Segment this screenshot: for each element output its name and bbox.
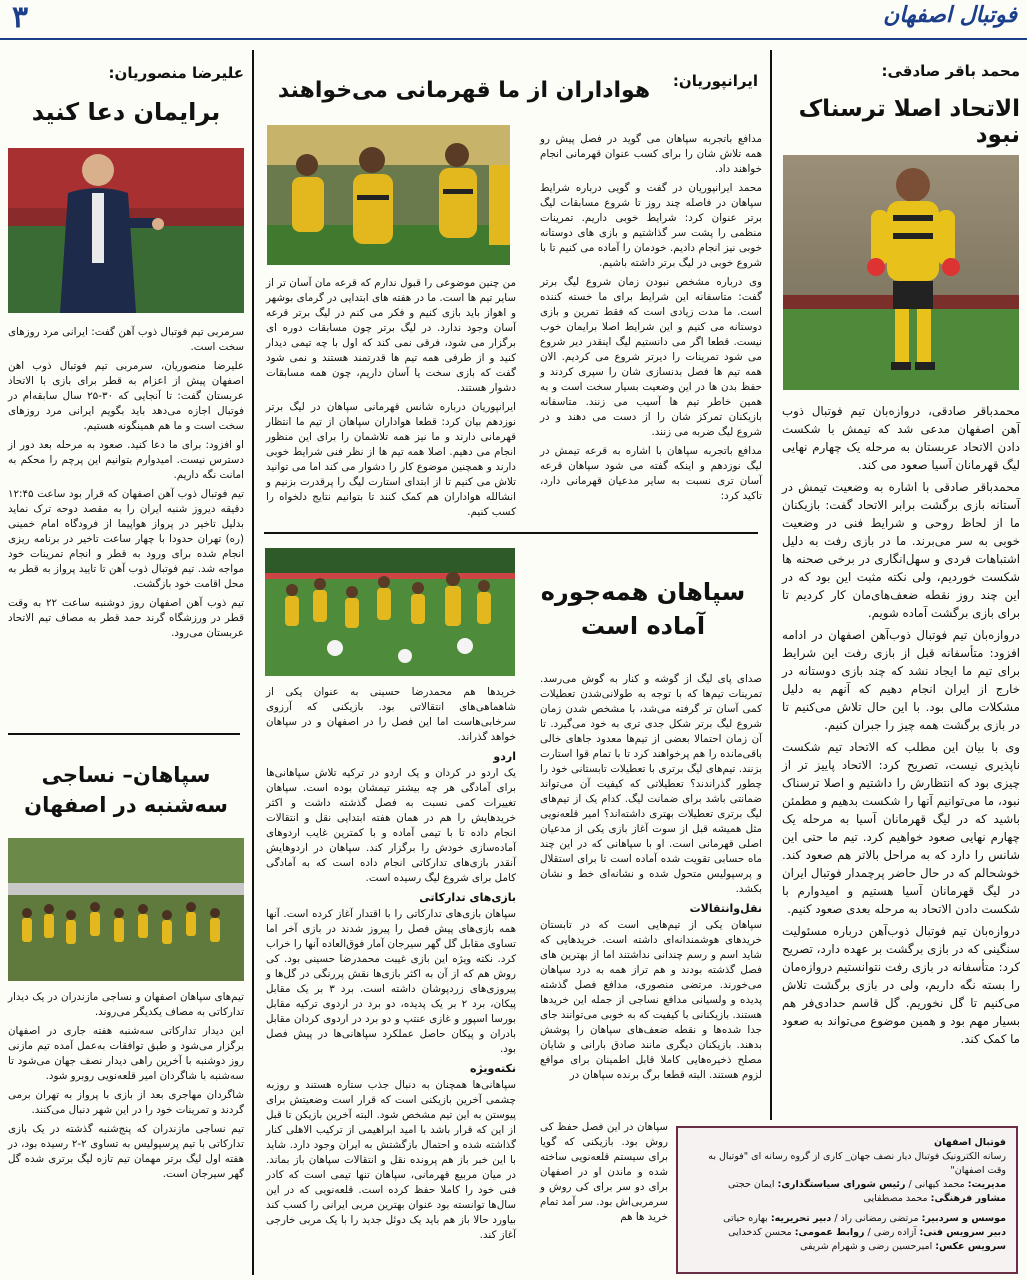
article1-photo — [783, 155, 1019, 390]
infobox-row-founder: موسس و سردبیر: مرتضی رمضانی راد / دبیر تحریریه: بهاره حیاتی — [723, 1213, 1006, 1224]
article5-paragraph: تیم‌های سپاهان اصفهان و نساجی مازندران در یک دیدار تدارکاتی به مصاف یکدیگر می‌روند. — [8, 991, 244, 1018]
article3-kicker: علیرضا منصوریان: — [108, 64, 244, 82]
advisor-value: محمد مصطفایی — [863, 1193, 928, 1204]
manager-value: محمد کیهانی — [914, 1179, 965, 1190]
article4-paragraph: سپاهان یکی از تیم‌هایی است که در تابستان خریدهای هوشمندانه‌ای داشته است. خریدهایی که شاید اسم و رسم چندانی نداشتند اما از بهترین های فصل گذشته بودند و هم تراز همه به درد سپاهان می‌خورند. مرتضی منصوری، مدافع فصل گذشته پدیده و ولسیانی مدافع نساجی از جمله این خریدها هستند. بازیکنانی با کیفیت که به خوبی می‌توانند جای جدا شده‌ها و نقطه ضعف‌های سپاهان را پوشش بدهند. بازیکنان دیگری مانند صادق بارانی و شایان مصلح ذخیره‌هایی کاملا قابل اطمینان برای موافع لزوم هستند. البته قطعا برگ برنده سپاهان در — [540, 919, 762, 1081]
pr-value: محسن کدخدایی — [728, 1227, 792, 1238]
squad-photo — [8, 838, 244, 981]
article4-paragraph: سپاهان در این فصل حفظ کی روش بود. بازیکنی که گویا برای سیستم قلعه‌نویی ساخته شده و ماندن او در اصفهان برای دو سر برای کی روش و سرمربی‌اش بود. سر آمد تمام خرید ها هم — [540, 1121, 668, 1223]
article3-paragraph: تیم فوتبال ذوب آهن اصفهان که قرار بود ساعت ۱۲:۴۵ دقیقه دیروز شنبه ایران را به مقصد دوحه ترک نماید بدلیل تاخیر در پرواز هواپیما از فرودگاه امام خمینی (ره) تهران حدودا با چهار ساعت تاخیر در برنامه ریزی انجام شده برای ورود به قطر و انجام تمرینات خود مواجه شد. تیم فوتبال ذوب آهن تا تایید پرواز به قطر به محل اقامت خود بازگشت. — [8, 488, 244, 590]
article2-paragraph: محمد ایرانپوریان در گفت و گویی درباره شرایط سپاهان در فاصله چند روز تا شروع مسابقات لیگ برتر عنوان کرد: شرایط خوبی داریم. تمرینات منظمی را پشت سر گذاشتیم و بازی های دوستانه خوبی نیز انجام دادیم. خودمان را آماده می کنیم تا با شروع خوبی در لیگ برتر داشته باشیم. — [540, 182, 762, 269]
article4-paragraph: یک اردو در کردان و یک اردو در ترکیه تلاش سپاهانی‌ها برای آمادگی هر چه بیشتر تیمشان بوده است. سپاهان تغییرات کمی نسبت به فصل گذشته داشت و اکثر خریدهایش را هم در همان هفته ابتدایی نقل و انتقالات انجام داده تا با تیمی آماده و با کمترین غایب اردوهای آماده‌سازی خودش را برگزار کند. سپاهان در اردوهایش آنقدر بازی‌های تدارکاتی انجام داده است که به آمادگی کامل برای شروع لیگ رسیده است. — [266, 767, 516, 884]
infobox-row-art: دبیر سرویس فنی: آزاده رضی / روابط عمومی: محسن کدخدایی — [728, 1227, 1006, 1238]
article4-body-right — [540, 672, 762, 1122]
article5-title-line2: سه‌شنبه در اصفهان — [24, 793, 228, 817]
article4-subhead-point: نکته‌ویژه — [470, 1062, 516, 1075]
infobox-row-photo — [688, 1240, 1006, 1254]
article2-body-left — [266, 276, 516, 526]
column-divider-right — [770, 50, 772, 1120]
article5-paragraph: این دیدار تدارکاتی سه‌شنبه هفته جاری در اصفهان برگزار می‌شود و طبق توافقات به‌عمل آمده تیم مازنی روز دوشنبه با آخرین راهی دیدار نصف جهان می‌شود تا سه‌شنبه با شاگردان امیر قلعه‌نویی روبرو شود. — [8, 1025, 244, 1082]
editor-label: دبیر تحریریه: — [770, 1213, 832, 1224]
article2-body-right — [540, 132, 762, 522]
coach-photo — [8, 148, 244, 313]
advisor-label: مشاور فرهنگی: — [930, 1193, 1006, 1204]
article3-paragraph: سرمربی تیم فوتبال ذوب آهن گفت: ایرانی مرد روزهای سخت است. — [8, 326, 244, 353]
article1-paragraph: دروازه‌بان تیم فوتبال ذوب‌آهن درباره مسئولیت سنگینی که در بازی برگشت بر عهده دارد، تصریح کرد: متأسفانه در بازی رفت نتوانستیم دروازه‌مان را بسته نگه داریم، ولی در بازی برگشت تلاش می‌کنیم تا گل نخوریم. گل قاسم حدادی‌فر هم بسیار مهم بود و همین موضوع می‌تواند به صعود ما کمک کند. — [782, 924, 1020, 1046]
article4-paragraph: سپاهان بازی‌های تدارکاتی را با اقتدار آغاز کرده است. آنها همه بازی‌های پیش فصل را پیروز شدند در بازی آخر اما تساوی مقابل گل گهر سیرجان آمار فوق‌العاده آنها را خراب کرد. نکته ویژه این بازی غیبت محمدرضا حسینی بود. کی روش هم که از آن به اکثر بازی‌ها نقش پررنگی در گل‌ها و پیروزی‌های زردپوشان داشته است. برد ۳ بر یک مقابل پیکان، برد ۲ بر یک پدیده، دو برد در اردوی ترکیه مقابل بورسا اسپور و غازی عنتپ و دو برد در اردوی کردان مقابل بادران و پیکان حاصل عملکرد سپاهانی‌ها در پیش فصل بود. — [266, 908, 516, 1055]
article2-title: هواداران از ما قهرمانی می‌خواهند — [277, 78, 651, 103]
section-divider-left — [8, 733, 240, 735]
article4-paragraph: سپاهانی‌ها همچنان به دنبال جذب ستاره هستند و روزبه چشمی آخرین بازیکنی است که قرار است وضعیتش برای پیوستن به این تیم مشخص شود. البته آخرین بازیکن تا قبل از این که قرار باشد با امید ابراهیمی از ترکیب الاهلی کنار گذاشته شده و احتمال بازگشتش به ایران وجود دارد. شاید با این خبر باز هم پرونده نقل و انتقالات سپاهان باز بماند. در میان مربیع قهرمانی، سپاهان تنها تیمی است که کادر فنی خود را کاملا حفظ کرده است. قلعه‌نویی که در این سال‌ها توانسته بود عنوان بهترین مربی ایرانی را کسب کند بیاورد حالا باز هم باید یک دوئل جدید را با یک مربی خارجی آغاز کند. — [266, 1079, 516, 1241]
article4-subhead-transfers: نقل‌وانتقالات — [689, 902, 762, 915]
article3-paragraph: او افزود: برای ما دعا کنید. صعود به مرحله بعد دور از دسترس نیست. امیدوارم بتوانیم این پرچم را محکم به امانت نگه داریم. — [8, 439, 244, 481]
infobox-description: رسانه الکترونیک فوتبال دیار نصف جهان_ کاری از گروه رسانه ای "فوتبال به وقت اصفهان" — [708, 1151, 1006, 1176]
article5-title — [8, 760, 244, 824]
policy-value: ایمان حجتی — [728, 1179, 775, 1190]
article4-title-line1: سپاهان همه‌جوره — [540, 578, 746, 606]
article1-paragraph: دروازه‌بان تیم فوتبال ذوب‌آهن اصفهان در ادامه افزود: متأسفانه قبل از بازی رفت این شرایط برای تیم ما ایجاد نشد که چند بازی دوستانه در خارج از ایران انجام دهیم که آنهم به دلیل مشکلات مالی بود. با این حال تلاش می‌کنیم تا در بازی برگشت همه چیز را جبران کنیم. — [782, 628, 1020, 732]
article3-kicker-box — [8, 64, 244, 88]
editor-value: بهاره حیاتی — [723, 1213, 768, 1224]
infobox-title: فوتبال اصفهان — [934, 1137, 1006, 1148]
article1-paragraph: وی با بیان این مطلب که الاتحاد تیم شکست ناپذیری نیست، تصریح کرد: الاتحاد پاییز تر از چیزی بود که انتظارش را داشتیم و اصلا ترسناک نبود، ما می‌توانیم آنها را شکست بدهیم و مطمئن باشید که در لیگ قهرمانان آسیا به مرحله یک چهارم نهایی صعود خواهیم کرد. تیم ما حتی این شانس را دارد که به مراحل بالاتر هم صعود کند. خوشحالم که در حال حاضر پرچمدار فوتبال ایران در لیگ قهرمانان آسیا هستیم و امیدوارم با شکست دادن الاتحاد به مرحله بعدی صعود کنیم. — [782, 740, 1020, 916]
infobox-row-manager: مدیریت: محمد کیهانی / رئیس شورای سیاستگذاری: ایمان حجتی — [728, 1179, 1006, 1190]
article4-subhead-friendly: بازی‌های تدارکاتی — [419, 891, 516, 904]
article4-subhead-camp: اردو — [493, 750, 516, 763]
article3-paragraph: تیم ذوب آهن اصفهان روز دوشنبه ساعت ۲۲ به وقت قطر در ورزشگاه گرند حمد قطر به مصاف تیم الاتحاد عربستان می‌رود. — [8, 597, 244, 639]
founder-label: موسس و سردبیر: — [921, 1213, 1006, 1224]
photo-label: سرویس عکس: — [935, 1241, 1006, 1252]
article2-photo — [267, 125, 510, 265]
article1-title: الاتحاد اصلا ترسناک نبود — [798, 96, 1020, 148]
article4-paragraph: خریدها هم محمدرضا حسینی به عنوان یکی از شاهماهی‌های انتقالاتی بود. بازیکنی که آرزوی سرخابی‌هاست اما این فصل را در اصفهان و در سپاهان خواهد گذراند. — [266, 686, 516, 743]
founder-value: مرتضی رمضانی راد — [840, 1213, 919, 1224]
article4-body-left — [266, 685, 516, 1241]
article3-title: برایمان دعا کنید — [31, 98, 221, 126]
article2-paragraph: مدافع باتجربه سپاهان می گوید در فصل پیش رو همه تلاش شان را برای کسب عنوان قهرمانی انجام خواهند داد. — [540, 133, 762, 175]
manager-label: مدیریت: — [967, 1179, 1006, 1190]
page-number: ۳ — [12, 0, 29, 35]
article4-title-line2: آماده است — [580, 612, 706, 640]
art-value: آزاده رضی — [873, 1227, 917, 1238]
training-photo — [267, 125, 510, 265]
article5-body — [8, 990, 244, 1275]
article3-paragraph: علیرضا منصوریان، سرمربی تیم فوتبال ذوب اهن اصفهان پیش از اعزام به قطر برای بازی با الاتحاد عربستان گفت: تا آنجایی که ۳۰-۲۵ سال سابقه‌ام در فوتبال اجازه می‌دهد باید بگویم ایرانی مرد روزهای سخت است و ما هم همینگونه هستیم. — [8, 360, 244, 432]
policy-label: رئیس شورای سیاستگذاری: — [777, 1179, 906, 1190]
article3-photo — [8, 148, 244, 313]
photo-value: امیرحسین رضی و شهرام شریفی — [800, 1241, 933, 1252]
article2-paragraph: ایرانپوریان درباره شانس قهرمانی سپاهان در لیگ برتر نوزدهم بیان کرد: قطعا هواداران سپاهان از تیم ما انتظار قهرمانی دارند و ما نیز همه تلاشمان را برای این منظور انجام می دهیم. اصلا همه تیم ها از نظر فنی شرایط خوبی دارند و همچنین موضوع کار را دشوار می کند اما می توانید تلاش می کنیم تا از ابتدای استارت لیگ را پرقدرت بزنیم و انشالله هواداران هم کمک کنند تا بتوانیم نتایج دلخواه را کسب کنیم. — [266, 401, 516, 518]
article2-kicker: ایرانپوریان: — [672, 72, 758, 90]
article5-title-line1: سپاهان– نساجی — [41, 763, 211, 787]
article5-photo — [8, 838, 244, 981]
article5-paragraph: تیم نساجی مازندران که پنج‌شنبه گذشته در یک بازی تدارکاتی با تیم پرسپولیس به تساوی ۲-۲ رسیده بود، در هفته اول لیگ برتر مهمان تیم تازه لیگ برتری شده گل گهر سیرجان است. — [8, 1123, 244, 1180]
article1-paragraph: محمدباقر صادقی، دروازه‌بان تیم فوتبال ذوب آهن اصفهان مدعی شد که تیمش با شکست دادن الاتحاد عربستان به مرحله یک چهارم نهایی لیگ قهرمانان آسیا صعود می کند. — [782, 404, 1020, 472]
goalkeeper-photo — [783, 155, 1019, 390]
article1-kicker: محمد باقر صادقی: — [881, 62, 1020, 80]
article2-paragraph: وی درباره مشخص نبودن زمان شروع لیگ برتر گفت: متاسفانه این شرایط برای ما خسته کننده است. ما مدت زیادی است که فقط تمرین و بازی دوستانه می کنیم و این شرایط اصلا برایمان خوب نیست. قطعا اگر می دانستیم لیگ اینقدر دیر شروع می شود تمرینات را دیرتر شروع می کردیم. الان همه تیم ها فصل بدنسازی شان را سپری کردند و حفظ بدن ها در این وضعیت بسیار سخت است و به همین خاطر تیم ها آسیب می زنند. متاسفانه بازیکنان تمرکز شان را از دست می دهند و در شروع لیگ ضربه می زنند. — [540, 276, 762, 438]
article4-photo — [265, 548, 515, 676]
article4-body-right-end — [540, 1120, 668, 1230]
article5-paragraph: شاگردان مهاجری بعد از بازی با پرواز به تهران برمی گردند و تمرینات خود را در این شهر دنبال می‌کنند. — [8, 1089, 244, 1116]
article4-title — [528, 575, 758, 647]
staff-info-box — [676, 1126, 1018, 1274]
article1-body — [782, 402, 1020, 1120]
article2-paragraph: مدافع باتجربه سپاهان با اشاره به قرعه تیمش در لیگ نوزدهم و اینکه گفته می شود سپاهان قرعه آسان تری نسبت به سایر مدعیان قهرمانی دارد، تاکید کرد: — [540, 445, 762, 502]
column-divider-left — [252, 50, 254, 1275]
section-divider-middle — [264, 532, 758, 534]
article2-paragraph: من چنین موضوعی را قبول ندارم که قرعه مان آسان تر از سایر تیم ها است. ما در هفته های ابتدایی در گرمای بوشهر و اهواز باید بازی کنیم و فکر می کنم در لیگ برتر قرعه آسان وجود ندارد. در لیگ برتر چون مسابقات دوره ای برگزار می شود، فرقی نمی کند که اول با چه تیمی دیدار کنید و از طرفی همه تیم ها قدرتمند هستند و نمی شود گفت که بازی سخت یا آسان داریم، چون همه مسابقات دشوار هستند. — [266, 277, 516, 394]
page-header — [0, 0, 1027, 40]
article1-paragraph: محمدباقر صادقی با اشاره به وضعیت تیمش در آستانه بازی برگشت برابر الاتحاد گفت: بازیکنان ما از لحاظ روحی و شرایط فنی در وضعیت خوبی به سر می‌برند. ما در بازی رفت به دلیل اشتباهات فردی و سهل‌انگاری در برخی صحنه ها شکست خوردیم، ولی نکته مثبت این بود که در این چند روز نقطه ضعف‌های‌مان کار کردیم تا برای بازی برگشت آماده شویم. — [782, 480, 1020, 620]
infobox-row-advisor — [688, 1192, 1006, 1206]
art-label: دبیر سرویس فنی: — [919, 1227, 1006, 1238]
team-training-photo — [265, 548, 515, 676]
pr-label: روابط عمومی: — [794, 1227, 865, 1238]
article3-body — [8, 325, 244, 730]
masthead-logo: فوتبال اصفهان — [883, 2, 1017, 28]
article4-paragraph: صدای پای لیگ از گوشه و کنار به گوش می‌رسد. تمرینات تیم‌ها که با توجه به طولانی‌شدن تعطیلات کمی آسان تر گرفته می‌شد، با مشخص شدن زمان شروع لیگ برتر شکل جدی تری به خود می‌گیرد. تا آن زمان احتمالا بعضی از تیم‌ها معدود جاهای خالی باقی‌مانده را هم پرخواهند کرد تا با تمام قوا استارت بزنند. تیم‌های لیگ برتری با تعطیلات تابستانی خود را چطور گذراندند؟ تعطیلاتی که کیفیت آن می‌تواند ضمانتی باشد برای ضمانت لیگ. کدام یک از تیم‌های لیگ برتری تعطیلات بهتری داشته‌اند؟ امیر قلعه‌نویی مثل همیشه قبل از سوت آغاز بازی یکی از مدعیان اصلی قهرمانی است. او با سپاهانی که در این چند ماه حسابی تقویت شده آماده است تا برای استقلال و پرسپولیس متحول شده و نشانه‌ای خط و نشان بکشد. — [540, 673, 762, 895]
